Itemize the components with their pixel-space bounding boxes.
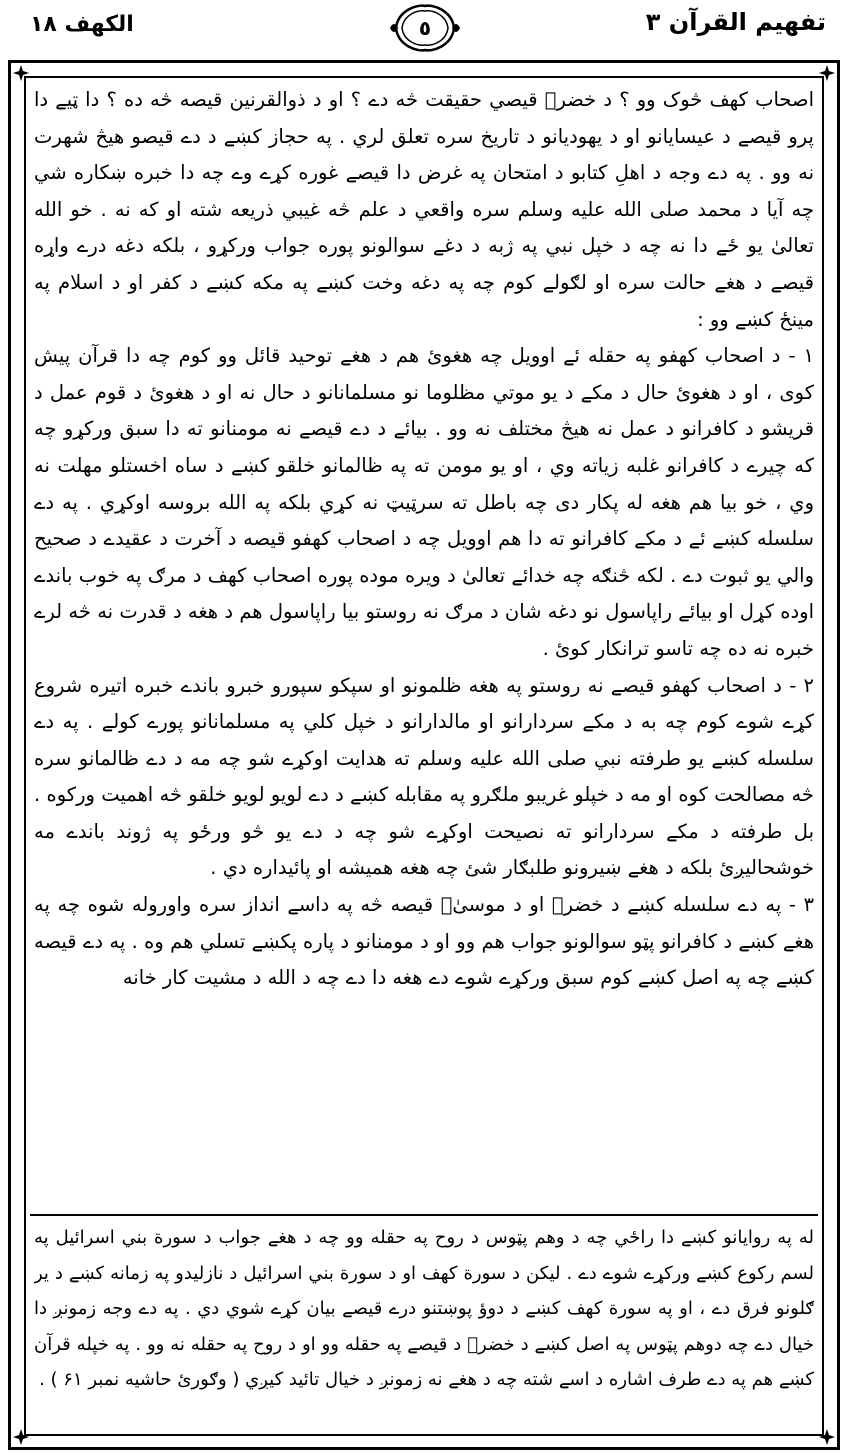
footnote-divider — [30, 1214, 818, 1216]
point-3-paragraph: ۳ - په دے سلسله کښے د خضرؑ او د موسیٰؑ قيصه څه په داسے انداز سره واوروله شوه چه په هغے کښے د کافرانو پټو سوالونو جواب هم وو او د مومنانو د پاره پکښے تسلي هم وه . په دے قيصه کښے چه په اصل کښے کوم سبق ورکړے شوے دے هغه دا دے چه د الله د مشيت کار خانه — [34, 893, 814, 990]
surah-label: الكهف ١٨ — [30, 12, 134, 37]
intro-paragraph: اصحاب کهف څوک وو ؟ د خضرؑ قيصي حقيقت څه دے ؟ او د ذوالقرنين قيصه څه ده ؟ دا ټيے دا پرو قيصے د عيسايانو او د يهوديانو د تاريخ سره تعلق لري . په حجاز کښے د دے قيصو هيڅ شهرت نه وو . په دے وجه د اهلِ کتابو د امتحان په غرض دا قيصے غوره کړے وے چه دا خبره ښکاره شي چه آيا د محمد صلی الله عليه وسلم سره واقعي د علم څه غيبي ذريعه شته او که نه . خو الله تعالیٰ يو ځے دا نه چه د خپل نبي په ژبه د دغے سوالونو پوره جواب ورکړو ، بلکه دغه درے واړه قيصے د هغے حالت سره او لګولے کوم چه په دغه وخت کښے په مکه کښے د کفر او د اسلام په مينځ کښے وو : — [34, 88, 814, 331]
ornament-icon — [388, 2, 462, 54]
point-2-paragraph: ۲ - د اصحاب کهفو قيصے نه روستو په هغه ظلمونو او سپکو سپورو خبرو باندے خبره اتيره شروع کړے شوے کوم چه به د مکے سردارانو او مالدارانو د خپل کلي په مسلمانانو پورے کولے . په دے سلسله کښے يو طرفته نبي صلی الله عليه وسلم ته هدايت اوکړے شو چه مه د دے ظالمانو سره څه مصالحت کوه او مه د خپلو غريبو ملګرو په مقابله کښے د دے لويو لويو خلقو څه اهميت ورکوه . بل طرفته د مکے سردارانو ته نصيحت اوکړے شو چه د دے يو څو ورځو په ژوند باندے مه خوشحاليږئ بلکه د هغے ښيرونو طلبګار شئ چه هغه هميشه او پائيداره دي . — [34, 673, 814, 880]
point-1-paragraph: ۱ - د اصحاب کهفو په حقله ئے اوويل چه هغوئ هم د هغے توحيد قائل وو کوم چه دا قرآن پيش کوی ، او د هغوئ حال د مکے د يو موتي مظلوما نو مسلمانانو د حال نه او د هغوئ د قوم عمل د قريشو د کافرانو د عمل نه هيڅ مختلف نه وو . بيائے د دے قيصے نه مومنانو ته دا سبق ورکړو چه که چيرے د کافرانو غلبه زياته وي ، او يو مومن ته په ظالمانو خلقو کښے د ساه اخستلو مهلت نه وي ، خو بيا هم هغه له پکار دی چه باطل ته سرټيټ نه کړي بلکه په الله بروسه اوکړي . په دے سلسله کښے ئے د مکے کافرانو ته دا هم اوويل چه د اصحاب کهفو قيصه د آخرت د عقيدے د صحيح والي يو ثبوت دے . لکه څنګه چه خدائے تعالیٰ د ويره موده پوره اصحاب کهف د مرګ په خوب باندے اوده کړل او بيائے راپاسول نو دغه شان د مرګ نه روستو بيا راپاسول هم د هغه د قدرت نه څه لرے خبره نه ده چه تاسو ترانکار کوئ . — [34, 344, 814, 660]
corner-ornament-icon — [12, 1428, 30, 1446]
corner-ornament-icon — [818, 64, 836, 82]
page-number: ٥ — [418, 16, 432, 40]
main-text — [34, 82, 814, 1212]
book-title: تفهيم القرآن ٣ — [645, 8, 826, 36]
footnote — [34, 1220, 814, 1430]
corner-ornament-icon — [12, 64, 30, 82]
footnote-text: له په روايانو کښے دا راځي چه د وهم پټوس د روح په حقله وو چه د هغے جواب د سورة بني اسرائيل په لسم رکوع کښے ورکړے شوے دے . ليکن د سورة کهف او د سورة بني اسرائيل د نازليدو په زمانه کښے د ير ګلونو فرق دے ، او په سورة کهف کښے د دوؤ پوښتنو درے قيصے بيان کړے شوي دي . په دے وجه زمونږ دا خيال دے چه دوهم پټوس په اصل کښے د خضرؑ د قيصے په حقله وو او د روح په حقله نه وو . په خپله قرآن کښے هم په دے طرف اشاره د اسے شته چه د هغے نه زمونږ د خيال تائيد کيږي ( وګورئ حاشيه نمبر ۶۱ ) . — [34, 1227, 814, 1390]
page-header — [0, 0, 848, 62]
corner-ornament-icon — [818, 1428, 836, 1446]
